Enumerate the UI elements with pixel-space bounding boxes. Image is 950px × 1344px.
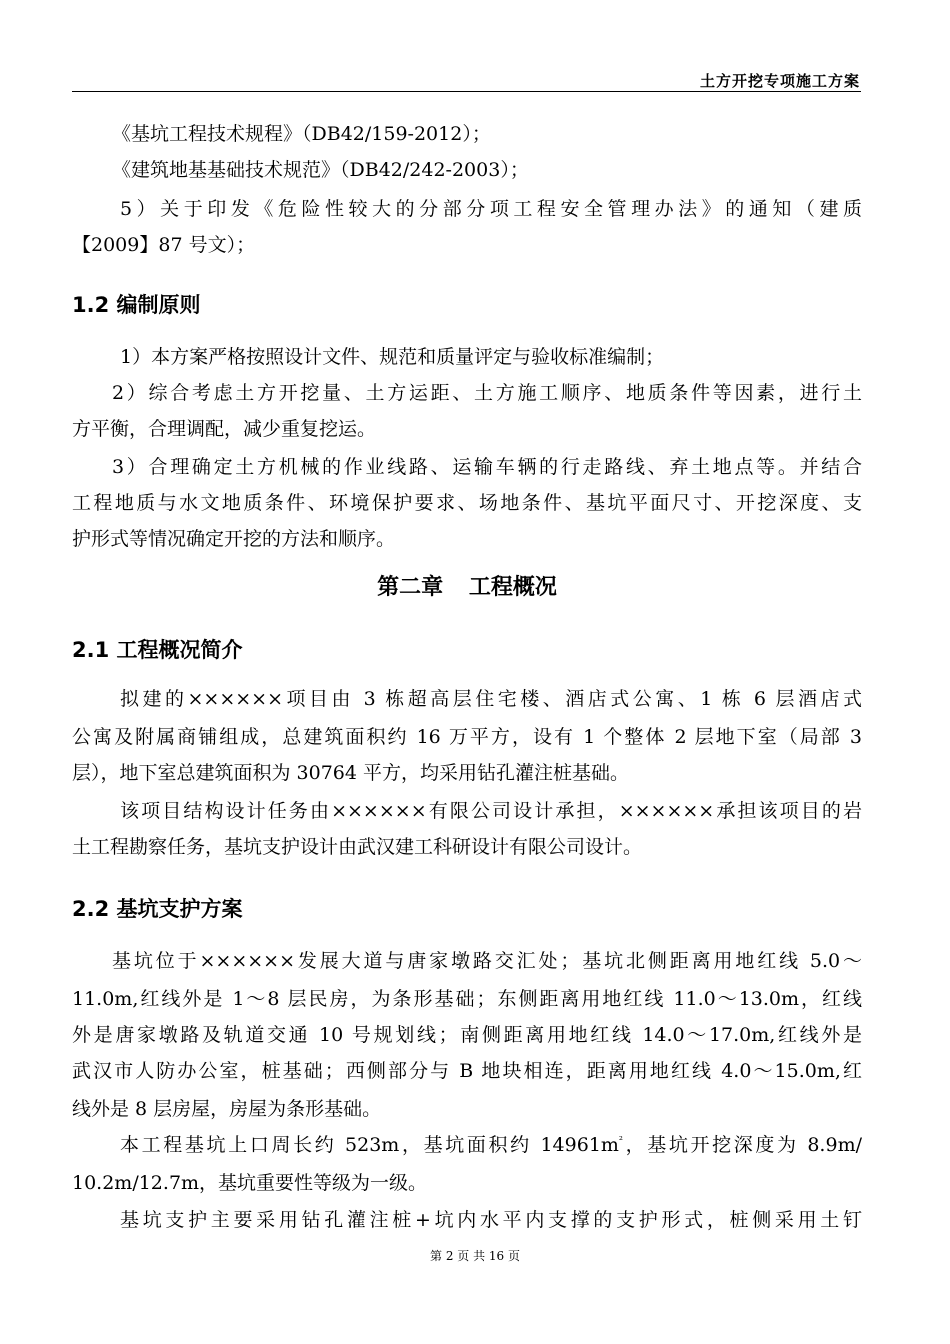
section-2-2-line-5: 线外是 8 层房屋，房屋为条形基础。: [72, 1098, 382, 1120]
section-2-2-line-8: 基坑支护主要采用钻孔灌注桩+坑内水平内支撑的支护形式，桩侧采用土钉: [120, 1209, 862, 1231]
intro-line-4: 【2009】87 号文）；: [72, 234, 256, 256]
section-2-1-line-2: 公寓及附属商铺组成，总建筑面积约 16 万平方，设有 1 个整体 2 层地下室（局部 3: [72, 726, 862, 748]
intro-line-3: 5）关于印发《危险性较大的分部分项工程安全管理办法》的通知（建质: [120, 198, 862, 220]
chapter-title: 第二章 工程概况: [377, 575, 557, 600]
section-2-2-line-2: 11.0m,红线外是 1～8 层民房，为条形基础；东侧距离用地红线 11.0～13.0m，红线: [72, 988, 862, 1010]
superscript-two: ²: [618, 1135, 623, 1147]
section-1-2-line-4: 3）合理确定土方机械的作业线路、运输车辆的行走路线、弃土地点等。并结合: [112, 456, 862, 478]
depth-text: ，基坑开挖深度为 8.9m/: [622, 1134, 862, 1156]
section-2-2-line-3: 外是唐家墩路及轨道交通 10 号规划线；南侧距离用地红线 14.0～17.0m,红线外是: [72, 1024, 862, 1046]
section-2-1-line-1: 拟建的××××××项目由 3 栋超高层住宅楼、酒店式公寓、1 栋 6 层酒店式: [120, 688, 862, 710]
page-header-title: 土方开挖专项施工方案: [699, 72, 860, 90]
area-text: 本工程基坑上口周长约 523m，基坑面积约 14961m: [120, 1134, 619, 1156]
section-2-2-line-6: [120, 1132, 862, 1158]
section-2-2-title: 2.2 基坑支护方案: [72, 897, 243, 921]
section-1-2-line-3: 方平衡，合理调配，减少重复挖运。: [72, 418, 377, 440]
section-2-2-line-7: 10.2m/12.7m，基坑重要性等级为一级。: [72, 1172, 428, 1194]
section-2-1-line-3: 层），地下室总建筑面积为 30764 平方，均采用钻孔灌注桩基础。: [72, 762, 630, 784]
section-1-2-line-1: 1）本方案严格按照设计文件、规范和质量评定与验收标准编制；: [120, 346, 665, 368]
intro-line-1: 《基坑工程技术规程》（DB42/159-2012）；: [112, 123, 491, 145]
header-rule: [72, 91, 861, 92]
section-1-2-title: 1.2 编制原则: [72, 293, 201, 317]
section-1-2-line-6: 护形式等情况确定开挖的方法和顺序。: [72, 528, 396, 550]
section-2-2-line-1: 基坑位于××××××发展大道与唐家墩路交汇处；基坑北侧距离用地红线 5.0～: [112, 950, 862, 972]
intro-line-2: 《建筑地基基础技术规范》（DB42/242-2003）；: [112, 159, 529, 181]
section-2-1-line-5: 土工程勘察任务，基坑支护设计由武汉建工科研设计有限公司设计。: [72, 836, 643, 858]
page-footer: 第 2 页 共 16 页: [430, 1249, 520, 1263]
section-2-1-line-4: 该项目结构设计任务由××××××有限公司设计承担，××××××承担该项目的岩: [120, 800, 862, 822]
section-2-1-title: 2.1 工程概况简介: [72, 638, 243, 662]
section-2-2-line-4: 武汉市人防办公室，桩基础；西侧部分与 B 地块相连，距离用地红线 4.0～15.0m,红: [72, 1060, 862, 1082]
section-1-2-line-5: 工程地质与水文地质条件、环境保护要求、场地条件、基坑平面尺寸、开挖深度、支: [72, 492, 862, 514]
section-1-2-line-2: 2）综合考虑土方开挖量、土方运距、土方施工顺序、地质条件等因素，进行土: [112, 382, 862, 404]
